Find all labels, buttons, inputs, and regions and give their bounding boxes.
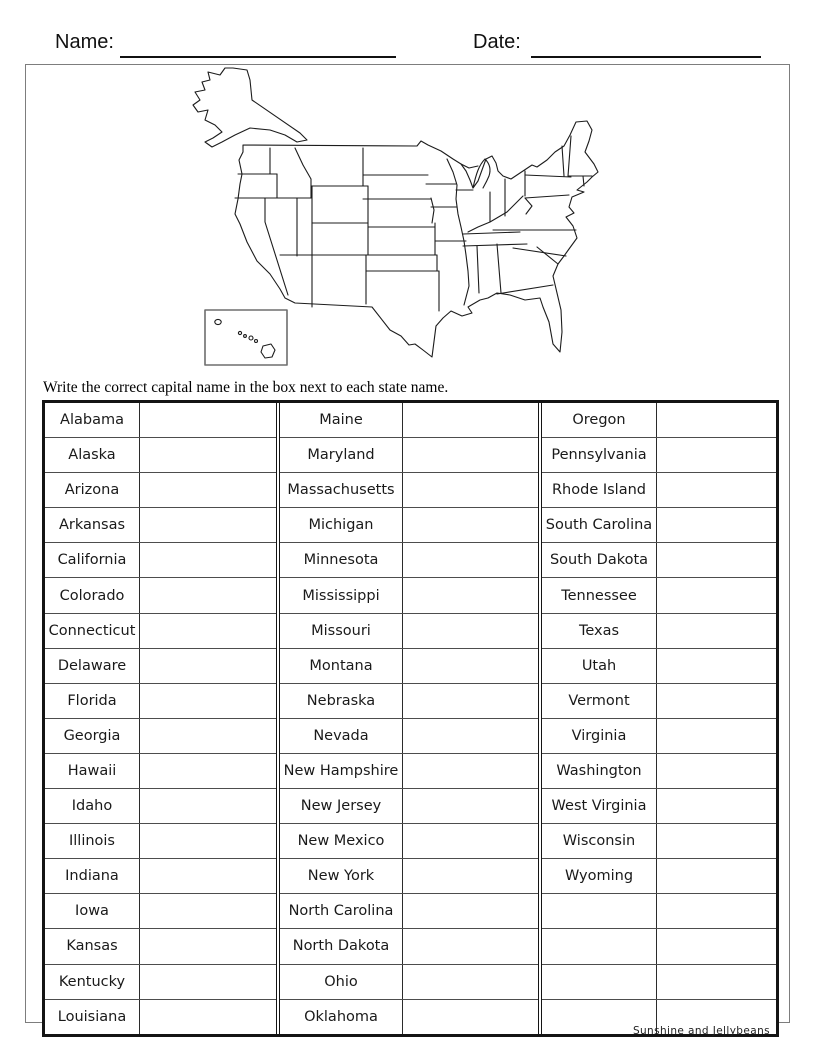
- capital-answer-cell[interactable]: [140, 508, 276, 542]
- column-group-3: [538, 403, 776, 1034]
- state-name-cell: Iowa: [45, 894, 140, 928]
- table-row: [280, 403, 538, 438]
- table-row: [45, 965, 276, 1000]
- capital-answer-cell[interactable]: [140, 543, 276, 577]
- table-row: [280, 859, 538, 894]
- table-row: [45, 543, 276, 578]
- capital-answer-cell[interactable]: [140, 438, 276, 472]
- capital-answer-cell[interactable]: [657, 473, 776, 507]
- table-row: [280, 1000, 538, 1034]
- state-name-cell: Missouri: [280, 614, 403, 648]
- capital-answer-cell[interactable]: [657, 649, 776, 683]
- state-name-cell: Hawaii: [45, 754, 140, 788]
- table-row: [542, 403, 776, 438]
- state-name-cell: New York: [280, 859, 403, 893]
- table-row: [45, 473, 276, 508]
- table-row: [280, 543, 538, 578]
- capital-answer-cell[interactable]: [403, 1000, 538, 1034]
- name-label: Name:: [55, 31, 114, 53]
- capital-answer-cell[interactable]: [657, 684, 776, 718]
- capital-answer-cell[interactable]: [657, 438, 776, 472]
- capital-answer-cell[interactable]: [403, 894, 538, 928]
- capital-answer-cell[interactable]: [657, 754, 776, 788]
- table-row: [542, 754, 776, 789]
- state-name-cell: Washington: [542, 754, 657, 788]
- date-blank[interactable]: [531, 32, 761, 58]
- capital-answer-cell[interactable]: [403, 824, 538, 858]
- state-name-cell: Illinois: [45, 824, 140, 858]
- table-row: [45, 508, 276, 543]
- table-row: [542, 438, 776, 473]
- table-row: [542, 719, 776, 754]
- state-name-cell: Louisiana: [45, 1000, 140, 1034]
- state-name-cell: New Hampshire: [280, 754, 403, 788]
- state-name-cell: Wisconsin: [542, 824, 657, 858]
- table-row: [280, 824, 538, 859]
- state-name-cell: Delaware: [45, 649, 140, 683]
- state-name-cell: Tennessee: [542, 578, 657, 612]
- table-row: [542, 508, 776, 543]
- us-map: [185, 64, 605, 379]
- table-row: [280, 965, 538, 1000]
- table-row: [542, 929, 776, 964]
- column-group-2: [276, 403, 538, 1034]
- state-name-cell: South Dakota: [542, 543, 657, 577]
- capital-answer-cell[interactable]: [657, 508, 776, 542]
- capitals-table: [42, 400, 779, 1037]
- capital-answer-cell[interactable]: [657, 614, 776, 648]
- capital-answer-cell[interactable]: [140, 789, 276, 823]
- capital-answer-cell[interactable]: [140, 719, 276, 753]
- state-name-cell: North Dakota: [280, 929, 403, 963]
- table-row: [280, 508, 538, 543]
- table-row: [45, 719, 276, 754]
- capital-answer-cell[interactable]: [140, 403, 276, 437]
- table-row: [45, 1000, 276, 1034]
- table-row: [280, 473, 538, 508]
- capital-answer-cell[interactable]: [657, 789, 776, 823]
- capital-answer-cell[interactable]: [140, 1000, 276, 1034]
- capital-answer-cell[interactable]: [657, 719, 776, 753]
- state-name-cell: Oklahoma: [280, 1000, 403, 1034]
- capital-answer-cell[interactable]: [657, 543, 776, 577]
- capital-answer-cell[interactable]: [140, 614, 276, 648]
- table-row: [280, 438, 538, 473]
- state-name-cell: Colorado: [45, 578, 140, 612]
- capital-answer-cell[interactable]: [140, 684, 276, 718]
- capital-answer-cell[interactable]: [403, 473, 538, 507]
- state-name-cell: West Virginia: [542, 789, 657, 823]
- state-name-cell: [542, 965, 657, 999]
- table-row: [280, 649, 538, 684]
- table-row: [280, 614, 538, 649]
- capital-answer-cell[interactable]: [403, 684, 538, 718]
- capital-answer-cell[interactable]: [403, 859, 538, 893]
- capital-answer-cell[interactable]: [140, 473, 276, 507]
- state-name-cell: Kentucky: [45, 965, 140, 999]
- table-row: [280, 789, 538, 824]
- table-row: [45, 684, 276, 719]
- table-row: [542, 684, 776, 719]
- state-name-cell: [542, 894, 657, 928]
- table-row: [542, 824, 776, 859]
- capital-answer-cell[interactable]: [657, 965, 776, 999]
- table-row: [542, 965, 776, 1000]
- state-name-cell: Mississippi: [280, 578, 403, 612]
- state-name-cell: Maine: [280, 403, 403, 437]
- capital-answer-cell[interactable]: [657, 929, 776, 963]
- state-name-cell: Minnesota: [280, 543, 403, 577]
- capital-answer-cell[interactable]: [403, 719, 538, 753]
- capital-answer-cell[interactable]: [403, 543, 538, 577]
- state-name-cell: Maryland: [280, 438, 403, 472]
- capital-answer-cell[interactable]: [140, 859, 276, 893]
- state-name-cell: Connecticut: [45, 614, 140, 648]
- capital-answer-cell[interactable]: [140, 578, 276, 612]
- table-row: [45, 754, 276, 789]
- capital-answer-cell[interactable]: [140, 824, 276, 858]
- table-row: [280, 684, 538, 719]
- capital-answer-cell[interactable]: [403, 965, 538, 999]
- capital-answer-cell[interactable]: [140, 649, 276, 683]
- table-row: [542, 543, 776, 578]
- credit-text: Sunshine and Jellybeans: [632, 1025, 770, 1037]
- alaska-outline: [193, 68, 307, 147]
- state-name-cell: Nebraska: [280, 684, 403, 718]
- capital-answer-cell[interactable]: [403, 789, 538, 823]
- capital-answer-cell[interactable]: [403, 929, 538, 963]
- table-row: [542, 789, 776, 824]
- instruction-text: Write the correct capital name in the box next to each state name.: [43, 379, 449, 396]
- name-blank[interactable]: [120, 32, 396, 58]
- state-name-cell: Oregon: [542, 403, 657, 437]
- table-row: [280, 929, 538, 964]
- table-row: [45, 649, 276, 684]
- state-name-cell: Texas: [542, 614, 657, 648]
- state-name-cell: Ohio: [280, 965, 403, 999]
- state-name-cell: Alaska: [45, 438, 140, 472]
- state-name-cell: California: [45, 543, 140, 577]
- state-name-cell: Nevada: [280, 719, 403, 753]
- table-row: [45, 824, 276, 859]
- table-row: [542, 578, 776, 613]
- state-name-cell: Alabama: [45, 403, 140, 437]
- table-row: [542, 859, 776, 894]
- table-row: [45, 789, 276, 824]
- table-row: [45, 894, 276, 929]
- capital-answer-cell[interactable]: [657, 403, 776, 437]
- state-name-cell: Georgia: [45, 719, 140, 753]
- state-name-cell: Arizona: [45, 473, 140, 507]
- state-name-cell: New Mexico: [280, 824, 403, 858]
- capital-answer-cell[interactable]: [403, 578, 538, 612]
- state-name-cell: Utah: [542, 649, 657, 683]
- table-row: [45, 403, 276, 438]
- capital-answer-cell[interactable]: [403, 754, 538, 788]
- capital-answer-cell[interactable]: [403, 614, 538, 648]
- capital-answer-cell[interactable]: [657, 894, 776, 928]
- capital-answer-cell[interactable]: [403, 508, 538, 542]
- capital-answer-cell[interactable]: [403, 403, 538, 437]
- table-row: [45, 578, 276, 613]
- state-name-cell: Arkansas: [45, 508, 140, 542]
- capital-answer-cell[interactable]: [403, 649, 538, 683]
- capital-answer-cell[interactable]: [140, 754, 276, 788]
- table-row: [45, 859, 276, 894]
- table-row: [542, 473, 776, 508]
- state-name-cell: [542, 929, 657, 963]
- table-row: [280, 719, 538, 754]
- table-row: [542, 649, 776, 684]
- table-row: [280, 754, 538, 789]
- state-name-cell: Michigan: [280, 508, 403, 542]
- state-name-cell: North Carolina: [280, 894, 403, 928]
- capital-answer-cell[interactable]: [140, 965, 276, 999]
- table-row: [542, 614, 776, 649]
- state-name-cell: Massachusetts: [280, 473, 403, 507]
- capital-answer-cell[interactable]: [657, 578, 776, 612]
- capital-answer-cell[interactable]: [657, 859, 776, 893]
- table-row: [45, 438, 276, 473]
- capital-answer-cell[interactable]: [140, 894, 276, 928]
- date-label: Date:: [473, 31, 521, 53]
- capital-answer-cell[interactable]: [657, 824, 776, 858]
- state-name-cell: Pennsylvania: [542, 438, 657, 472]
- state-name-cell: New Jersey: [280, 789, 403, 823]
- table-row: [45, 614, 276, 649]
- state-name-cell: Virginia: [542, 719, 657, 753]
- state-name-cell: Kansas: [45, 929, 140, 963]
- table-row: [542, 894, 776, 929]
- table-row: [45, 929, 276, 964]
- lower48-outline: [235, 121, 598, 357]
- table-row: [280, 578, 538, 613]
- state-name-cell: Florida: [45, 684, 140, 718]
- column-group-1: [45, 403, 276, 1034]
- state-name-cell: Rhode Island: [542, 473, 657, 507]
- table-row: [280, 894, 538, 929]
- state-name-cell: Indiana: [45, 859, 140, 893]
- state-name-cell: Vermont: [542, 684, 657, 718]
- state-name-cell: Wyoming: [542, 859, 657, 893]
- capital-answer-cell[interactable]: [140, 929, 276, 963]
- capital-answer-cell[interactable]: [403, 438, 538, 472]
- state-name-cell: Idaho: [45, 789, 140, 823]
- state-name-cell: South Carolina: [542, 508, 657, 542]
- state-name-cell: Montana: [280, 649, 403, 683]
